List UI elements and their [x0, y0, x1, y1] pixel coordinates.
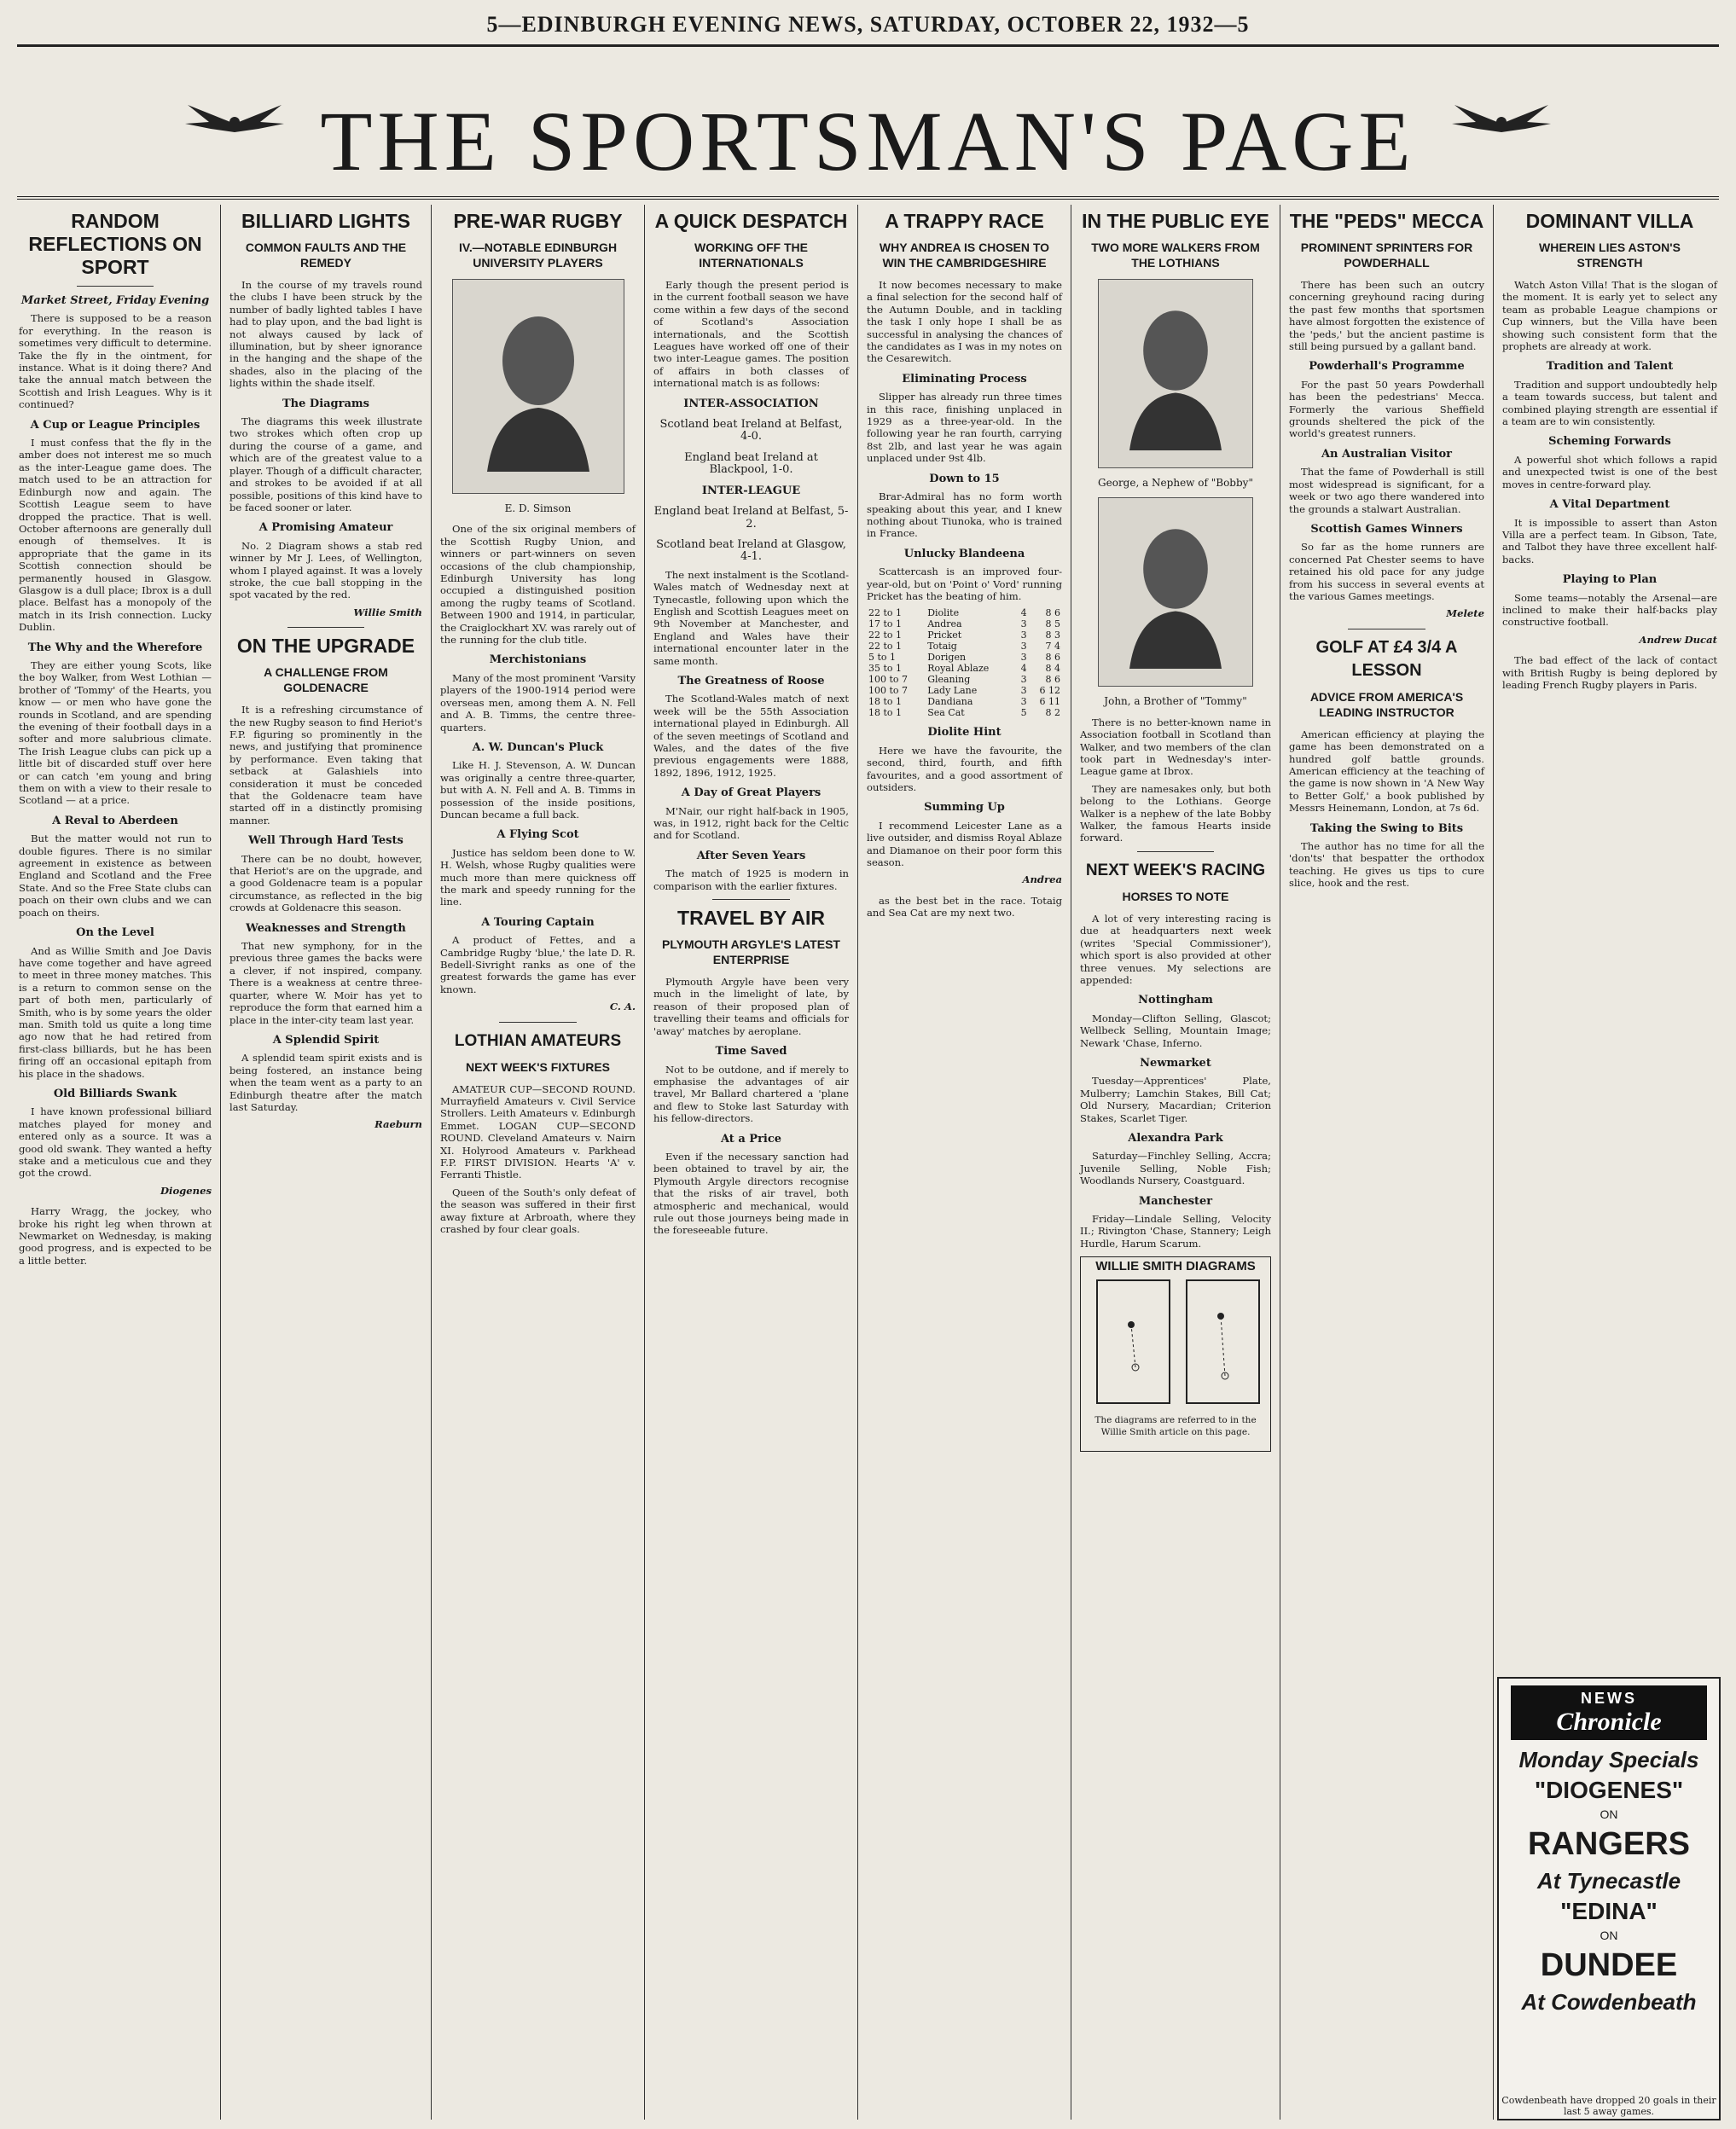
table-cell: 5 to 1	[868, 652, 897, 664]
table-cell: 22 to 1	[868, 629, 903, 641]
subhead: Time Saved	[715, 1045, 787, 1059]
table-cell: 3	[1020, 674, 1027, 686]
table-cell: 8 5	[1045, 618, 1060, 630]
paragraph: AMATEUR CUP—SECOND ROUND. Murrayfield Amateurs v. Civil Service Strollers. Leith Amateurs v. Edinburgh Emmet. LOGAN CUP—SECOND ROUND. Cleveland Amateurs v. Nairn XI. Holyrood Amateurs v. Parkhead F.P. FIRST DIVISION. Hearts 'A' v. Ferranti Thistle.	[440, 1082, 636, 1181]
table-cell: Dorigen	[927, 652, 967, 664]
subheadline: HORSES TO NOTE	[1122, 889, 1229, 903]
table-cell: Totaig	[927, 641, 957, 653]
table-row	[867, 685, 1062, 696]
table-cell: 35 to 1	[868, 663, 903, 675]
betting-table	[867, 607, 1062, 718]
paragraph: American efficiency at playing the game has been demonstrated on a hundred golf battle grounds. American efficiency at the teaching of the game is now shown in 'A New Way to Better Golf,' a book published by Messrs Heinemann, London, at 7s 6d.	[1289, 728, 1484, 815]
person-icon	[479, 301, 598, 472]
paragraph: I must confess that the fly in the amber does not interest me so much as the inter-League game does. The match used to be an attraction for Edinburgh now and again. The Scottish League seem to have dropped the practice. That is well. October afternoons are generally dull enough of themselves. It is appropriate that the game in its Scottish connection should be permanently housed in Glasgow. Glasgow is a dull place; Ibrox is a dull place. Belfast has a monopoly of the match in its Irish connection. Lucky Dublin.	[19, 437, 212, 634]
table-cell: 17 to 1	[868, 618, 903, 630]
table-row	[867, 629, 1062, 641]
article-billiard-lights	[221, 205, 431, 2124]
table-cell: Dandiana	[927, 696, 973, 708]
subhead: A Promising Amateur	[258, 521, 393, 535]
table-cell: Sea Cat	[927, 707, 965, 719]
subheadline: PLYMOUTH ARGYLE'S LATEST ENTERPRISE	[662, 937, 840, 967]
paragraph: They are namesakes only, but both belong to the Lothians. George Walker is a nephew of the late Bobby Walker, the famous Hearts inside forward.	[1080, 782, 1271, 844]
article-random-reflections	[10, 205, 220, 2124]
paragraph: Slipper has already run three times in this race, finishing unplaced in 1929 as a three-year-old. In the following year he ran fourth, carrying 8st 2lb, and last year he was again unplaced under 9st 4lb.	[867, 391, 1062, 465]
subheadline: TWO MORE WALKERS FROM THE LOTHIANS	[1091, 241, 1260, 270]
headline: TRAVEL BY AIR	[677, 907, 825, 930]
table-row	[867, 652, 1062, 663]
portrait-photo	[1098, 497, 1253, 687]
rule	[77, 286, 154, 287]
subhead: Powderhall's Programme	[1309, 360, 1465, 374]
paragraph: Scattercash is an improved four-year-old, but on 'Point o' Vord' running Pricket has the beating of him.	[867, 566, 1062, 602]
paragraph: No. 2 Diagram shows a stab red winner by Mr J. Lees, of Wellington, whom I played against. It was a lovely stroke, the cue ball stopping in the spot vacated by the red.	[229, 539, 422, 601]
paragraph: There is no better-known name in Association football in Scotland than Walker, and two members of the clan took part in Wednesday's inter-League game at Ibrox.	[1080, 716, 1271, 778]
table-row	[867, 641, 1062, 652]
advert-line: At Tynecastle	[1536, 1868, 1681, 1894]
table-cell: Gleaning	[927, 674, 971, 686]
diagram-title: WILLIE SMITH DIAGRAMS	[1095, 1259, 1256, 1274]
subhead: A Splendid Spirit	[272, 1033, 380, 1047]
article-dominant-villa	[1494, 205, 1726, 1672]
article-public-eye	[1071, 205, 1280, 2124]
byline: Andrew Ducat	[1639, 633, 1717, 646]
rule	[712, 899, 791, 900]
subhead: Old Billiards Swank	[53, 1087, 177, 1100]
bottom-note: Cowdenbeath have dropped 20 goals in their last 5 away games.	[1501, 2095, 1716, 2117]
advert-logo	[1511, 1685, 1707, 1740]
subhead: Down to 15	[929, 472, 1000, 485]
subhead: The Greatness of Roose	[677, 674, 825, 687]
table-row	[867, 696, 1062, 707]
paragraph: M'Nair, our right half-back in 1905, was, in 1912, right back for the Celtic and for Scotland.	[653, 804, 849, 842]
portrait-photo	[1098, 279, 1253, 468]
paragraph: Brar-Admiral has no form worth speaking about this year, and I knew nothing about Tiunoka, who is trained in France.	[867, 490, 1062, 540]
table-row	[867, 674, 1062, 685]
paragraph: Even if the necessary sanction had been obtained to travel by air, the Plymouth Argyle directors recognise that the risks of air travel, both atmospheric and mechanical, would rule out those journeys being made in the foreseeable future.	[653, 1150, 849, 1237]
masthead-rule	[17, 196, 1719, 200]
headline: LOTHIAN AMATEURS	[454, 1031, 622, 1050]
byline: C. A.	[609, 1001, 636, 1013]
paragraph: Here we have the favourite, the second, third, fourth, and fifth favourites, and a good assortment of outsiders.	[867, 744, 1062, 793]
headline: PRE-WAR RUGBY	[453, 210, 623, 232]
rule	[499, 1022, 578, 1023]
subhead: Well Through Hard Tests	[248, 834, 404, 848]
table-cell: 22 to 1	[868, 607, 903, 619]
headline: NEXT WEEK'S RACING	[1085, 861, 1266, 879]
subheadline: NEXT WEEK'S FIXTURES	[465, 1059, 610, 1074]
diagram-note: The diagrams are referred to in the Willie Smith article on this page.	[1094, 1415, 1257, 1438]
paragraph: A lot of very interesting racing is due at headquarters next week (writes 'Special Commissioner'), which sport is also provided at other three venues. My selections are appended:	[1080, 912, 1271, 986]
paragraph: The diagrams this week illustrate two strokes which often crop up during the course of a game, and which are of the greatest value to a player. Though of a difficult character, and strokes to be avoided if at all possible, positions of this kind have to be faced sooner or later.	[229, 415, 422, 513]
billiard-diagram-icon	[1084, 1273, 1272, 1410]
subhead: The Diagrams	[282, 397, 369, 410]
paragraph: There is supposed to be a reason for everything. In the reason is sometimes very difficult to determine. Take the fly in the ointment, for instance. What is it doing there? And take the annual match between the Scottish and Irish Leagues. Why is it continued?	[19, 312, 212, 411]
paragraph: Early though the present period is in the current football season we have come within a few days of the second of Scotland's Association internationals, and the Scottish Leagues have worked off one of their two inter-League games. The position of affairs in both classes of international match is as follows:	[653, 279, 849, 390]
subheadline: WORKING OFF THE INTERNATIONALS	[694, 241, 808, 270]
paragraph: I have known professional billiard matches played for money and entered only as a source. It was a good old swank. They wanted a hefty stake and a meticulous cue and they got the crowd.	[19, 1105, 212, 1180]
result: Scotland beat Ireland at Belfast, 4-0.	[659, 418, 843, 444]
photo-caption: George, a Nephew of "Bobby"	[1098, 477, 1253, 489]
table-cell: 8 4	[1045, 663, 1060, 675]
person-icon	[1120, 297, 1231, 450]
paragraph: A splendid team spirit exists and is being fostered, an instance being when the team went as a party to an Edinburgh theatre after the match last Saturday.	[229, 1052, 422, 1113]
paragraph: A powerful shot which follows a rapid and unexpected twist is one of the best moves in centre-forward play.	[1502, 453, 1717, 490]
subhead: Newmarket	[1140, 1056, 1211, 1070]
table-cell: 3	[1020, 641, 1027, 653]
headline: ON THE UPGRADE	[236, 635, 415, 658]
table-row	[867, 707, 1062, 718]
result: England beat Ireland at Blackpool, 1-0.	[684, 450, 818, 477]
person-icon	[1120, 515, 1231, 669]
subhead: A Flying Scot	[496, 828, 579, 842]
subhead: Unlucky Blandeena	[903, 547, 1025, 560]
table-cell: 4	[1020, 663, 1027, 675]
byline: Diogenes	[160, 1184, 212, 1197]
paragraph: Saturday—Finchley Selling, Accra; Juvenile Selling, Noble Fish; Woodlands Nursery, Coastguard.	[1080, 1150, 1271, 1187]
table-cell: 22 to 1	[868, 641, 903, 653]
table-cell: 5	[1020, 707, 1027, 719]
table-cell: 6 11	[1039, 696, 1060, 708]
subheadline: ADVICE FROM AMERICA'S LEADING INSTRUCTOR	[1309, 689, 1464, 719]
subhead: Alexandra Park	[1128, 1131, 1223, 1145]
advert-line: ON	[1600, 1807, 1618, 1821]
paragraph: Not to be outdone, and if merely to emphasise the advantages of air travel, Mr Ballard chartered a 'plane and flew to Stoke last Saturday with his fellow-directors.	[653, 1063, 849, 1125]
headline: A QUICK DESPATCH	[654, 210, 848, 232]
paragraph: One of the six original members of the Scottish Rugby Union, and winners or part-winners on seven occasions of the club championship, Edinburgh University has long occupied a distinguished position among the rugby teams of Scotland. Between 1900 and 1914, in particular, the Craiglockhart XV. was rarely out of the running for the club title.	[440, 523, 636, 647]
paragraph: Some teams—notably the Arsenal—are inclined to make their half-backs play constructive football.	[1502, 591, 1717, 629]
advert-line: RANGERS	[1527, 1826, 1691, 1862]
subhead: A Vital Department	[1549, 498, 1670, 512]
subhead: A. W. Duncan's Pluck	[472, 740, 604, 754]
headline: THE "PEDS" MECCA	[1289, 210, 1484, 232]
paragraph: Many of the most prominent 'Varsity players of the 1900-1914 period were overseas men, among them A. N. Fell and A. B. Timms, the centre three-quarters.	[440, 671, 636, 734]
table-cell: 3	[1020, 685, 1027, 697]
paragraph: The bad effect of the lack of contact with British Rugby is being deplored by leading French Rugby players in Paris.	[1502, 654, 1717, 691]
subhead: INTER-ASSOCIATION	[683, 397, 819, 410]
table-cell: 3	[1020, 618, 1027, 630]
paragraph: The Scotland-Wales match of next week will be the 55th Association international played in Edinburgh. All of the seven meetings of Scotland and Wales, and the dates of the five previous engagements were 1888, 1892, 1896, 1912, 1925.	[653, 693, 849, 779]
subheadline: PROMINENT SPRINTERS FOR POWDERHALL	[1300, 241, 1473, 270]
article-peds-mecca	[1280, 205, 1493, 2124]
table-cell: Royal Ablaze	[927, 663, 990, 675]
rule	[287, 627, 364, 628]
logo-top: NEWS	[1581, 1689, 1637, 1707]
paragraph: That the fame of Powderhall is still most widespread is significant, for a week or two ago there wandered into the grounds a stalwart Australian.	[1289, 466, 1484, 515]
photo-caption: E. D. Simson	[504, 502, 572, 514]
headline: IN THE PUBLIC EYE	[1082, 210, 1269, 232]
subheadline: WHEREIN LIES ASTON'S STRENGTH	[1539, 241, 1681, 270]
paragraph: For the past 50 years Powderhall has been the pedestrians' Mecca. Formerly the various Sheffield grounds sheltered the pick of the world's greatest runners.	[1289, 378, 1484, 440]
headline: A TRAPPY RACE	[885, 210, 1044, 232]
paragraph: I recommend Leicester Lane as a live outsider, and dismiss Royal Ablaze and Diamanoe on their poor form this season.	[867, 819, 1062, 868]
article-trappy-race	[858, 205, 1071, 2124]
paragraph: It is impossible to assert than Aston Villa are a perfect team. In Gibson, Tate, and Talbot they have three excellent half-backs.	[1502, 516, 1717, 566]
subhead: Weaknesses and Strength	[246, 921, 406, 935]
table-row	[867, 607, 1062, 618]
paragraph: Justice has seldom been done to W. H. Welsh, whose Rugby qualities were much more than mere quickness off the mark and speedy running for the line.	[440, 846, 636, 908]
subhead: Tradition and Talent	[1546, 360, 1674, 374]
table-cell: Pricket	[927, 629, 962, 641]
photo-caption: John, a Brother of "Tommy"	[1104, 695, 1247, 708]
paragraph: Queen of the South's only defeat of the season was suffered in their first away fixture at Arbroath, where they crashed by four clear goals.	[440, 1186, 636, 1236]
paragraph: So far as the home runners are concerned Pat Chester seems to have retained his old pace for any judge from his success in several events at the various Games meetings.	[1289, 541, 1484, 602]
paragraph: There can be no doubt, however, that Heriot's are on the upgrade, and a good Goldenacre team is a popular circumstance, as reflected in the big crowds at Goldenacre this season.	[229, 852, 422, 914]
subheadline: COMMON FAULTS AND THE REMEDY	[245, 241, 407, 270]
subhead: Diolite Hint	[927, 726, 1002, 740]
table-cell: 18 to 1	[868, 707, 903, 719]
table-cell: 8 3	[1045, 629, 1060, 641]
subheadline: WHY ANDREA IS CHOSEN TO WIN THE CAMBRIDGESHIRE	[879, 241, 1050, 270]
subhead: Merchistonians	[489, 653, 587, 667]
logo-bottom: Chronicle	[1556, 1707, 1662, 1736]
subhead: Taking the Swing to Bits	[1309, 821, 1464, 835]
paragraph: They are either young Scots, like the boy Walker, from West Lothian — brother of 'Tommy' of the Hearts, you know — or men who have gone the rounds in Scotland, and are spending the evening of their football days in a softer and more salubrious climate. The Irish League clubs can pick up a little bit of discarded stuff over here or can catch 'em young and bring them on with a view to their resale to Scotland — at a price.	[19, 658, 212, 807]
folio-line: 5—EDINBURGH EVENING NEWS, SATURDAY, OCTOBER 22, 1932—5	[486, 12, 1250, 37]
subhead: Nottingham	[1138, 994, 1213, 1007]
table-cell: 8 2	[1045, 707, 1060, 719]
headline: BILLIARD LIGHTS	[241, 210, 411, 232]
subhead: A Day of Great Players	[681, 786, 822, 800]
paragraph: as the best bet in the race. Totaig and Sea Cat are my next two.	[867, 894, 1062, 919]
masthead	[0, 68, 1736, 196]
byline: Willie Smith	[353, 606, 422, 618]
paragraph: That new symphony, for in the previous three games the backs were a clever, if not inspired, company. There is a weakness at centre three-quarter, where W. Moir has yet to reproduce the form that earned him a place in the inter-city team last year.	[229, 940, 422, 1026]
paragraph: Friday—Lindale Selling, Velocity II.; Rivington 'Chase, Stannery; Leigh Hurdle, Harum Scarum.	[1080, 1213, 1271, 1250]
table-cell: Lady Lane	[927, 685, 978, 697]
rule	[1137, 851, 1214, 852]
paragraph: The match of 1925 is modern in comparison with the earlier fixtures.	[653, 867, 849, 892]
paragraph: Tradition and support undoubtedly help a team towards success, but talent and combined playing strength are essential if a team are to win consistently.	[1502, 378, 1717, 428]
table-cell: 100 to 7	[868, 674, 909, 686]
advert-line: "EDINA"	[1560, 1898, 1658, 1924]
advert-line: DUNDEE	[1540, 1947, 1678, 1983]
paragraph: And as Willie Smith and Joe Davis have come together and have agreed to meet in three money matches. This is a return to common sense on the part of both men, particularly of Smith, who is by some years the older man. Smith told us quite a long time ago now that he had retired from first-class billiards, but he has been firing off an occasional epitaph from his place in the shadows.	[19, 944, 212, 1080]
headline: DOMINANT VILLA	[1525, 210, 1694, 232]
subhead: A Cup or League Principles	[30, 418, 200, 432]
paragraph: Tuesday—Apprentices' Plate, Mulberry; Lamchin Stakes, Bill Cat; Old Nursery, Macardian; Criterion Stakes, Scarlet Tiger.	[1080, 1075, 1271, 1124]
table-cell: 18 to 1	[868, 696, 903, 708]
table-cell: Diolite	[927, 607, 960, 619]
paragraph: Watch Aston Villa! That is the slogan of the moment. It is early yet to select any team as probable League champions or Cup winners, but the Villa have been showing such consistent form that the prophets are already at work.	[1502, 279, 1717, 353]
table-cell: 8 6	[1045, 674, 1060, 686]
table-row	[867, 663, 1062, 674]
advert-line: At Cowdenbeath	[1521, 1989, 1697, 2015]
table-cell: 6 12	[1039, 685, 1060, 697]
paragraph: It now becomes necessary to make a final selection for the second half of the Autumn Double, and in tackling the task I only hope I shall be as successful in analysing the chances of the candidates as I was in my notes on the Cesarewitch.	[867, 279, 1062, 365]
paragraph: The author has no time for all the 'don'ts' that bespatter the orthodox teaching. He gives us tips to cure slice, hook and the rest.	[1289, 840, 1484, 890]
table-cell: Andrea	[927, 618, 962, 630]
subhead: Manchester	[1138, 1194, 1213, 1208]
news-chronicle-advert	[1497, 1677, 1721, 2120]
subhead: After Seven Years	[696, 849, 806, 862]
headline: GOLF AT £4 3/4 A LESSON	[1315, 637, 1458, 680]
subhead: A Reval to Aberdeen	[52, 814, 178, 827]
folio-rule	[17, 44, 1719, 47]
paragraph: Plymouth Argyle have been very much in the limelight of late, by reason of their proposed plan of travelling their teams and officials for 'away' matches by aeroplane.	[653, 976, 849, 1037]
result: England beat Ireland at Belfast, 5-2.	[653, 505, 849, 531]
paragraph: There has been such an outcry concerning greyhound racing during the past few months that sportsmen have almost forgotten the existence of the 'peds,' but the ancient pastime is still being pursued by a gallant band.	[1289, 279, 1484, 353]
dateline: Market Street, Friday Evening	[20, 294, 210, 307]
table-cell: 3	[1020, 652, 1027, 664]
diagram-box	[1080, 1256, 1271, 1452]
paragraph: The next instalment is the Scotland-Wales match of Wednesday next at Tynecastle, following upon which the English and Scottish Leagues meet on 9th November at Manchester, and England and Wales have their international encounter later in the same month.	[653, 568, 849, 667]
subhead: Eliminating Process	[902, 372, 1027, 386]
article-quick-despatch	[645, 205, 857, 2124]
paragraph: It is a refreshing circumstance of the new Rugby season to find Heriot's F.P. figuring so prominently in the news, and justifying that prominence by performance. Even taking that setback at Galashiels into consideration it must be conceded that the Goldenacre team have started off in a distinctly promising manner.	[229, 704, 422, 827]
byline: Raeburn	[374, 1118, 422, 1131]
table-cell: 4	[1020, 607, 1027, 619]
paragraph: Monday—Clifton Selling, Glascot; Wellbeck Selling, Mountain Image; Newark 'Chase, Inferno.	[1080, 1012, 1271, 1049]
table-cell: 8 6	[1045, 652, 1060, 664]
table-cell: 100 to 7	[868, 685, 909, 697]
subhead: Scottish Games Winners	[1310, 522, 1463, 536]
result: Scotland beat Ireland at Glasgow, 4-1.	[656, 537, 846, 564]
paragraph: Harry Wragg, the jockey, who broke his right leg when thrown at Newmarket on Wednesday, is making good progress, and is expected to be a little better.	[19, 1205, 212, 1267]
headline: RANDOM REFLECTIONS ON SPORT	[28, 210, 202, 278]
table-cell: 3	[1020, 629, 1027, 641]
advert-line: ON	[1600, 1929, 1618, 1942]
paragraph: A product of Fettes, and a Cambridge Rugby 'blue,' the late D. R. Bedell-Sivright ranks as one of the greatest forwards the game has ever known.	[440, 934, 636, 995]
subhead: INTER-LEAGUE	[701, 484, 801, 497]
subheadline: IV.—NOTABLE EDINBURGH UNIVERSITY PLAYERS	[458, 241, 618, 270]
byline: Melete	[1446, 607, 1484, 620]
advert-line: "DIOGENES"	[1534, 1777, 1684, 1803]
subhead: Summing Up	[924, 801, 1005, 815]
paragraph: But the matter would not run to double figures. There is no similar agreement in existence as between England and Scotland and the Free State. And so the Free State clubs can poach on their own clubs and we can poach on theirs.	[19, 832, 212, 919]
paragraph: In the course of my travels round the clubs I have been struck by the number of badly lighted tables I have had to play upon, and the bad light is not always caused by lack of illumination, but by sheer ignorance in the hanging and the shape of the shades, also in the placing of the lights within the shade itself.	[229, 279, 422, 390]
byline: Andrea	[1022, 873, 1062, 886]
table-cell: 7 4	[1045, 641, 1060, 653]
subhead: Scheming Forwards	[1548, 435, 1671, 449]
subhead: An Australian Visitor	[1321, 447, 1453, 461]
table-row	[867, 618, 1062, 629]
article-pre-war-rugby	[432, 205, 644, 2124]
table-cell: 8 6	[1045, 607, 1060, 619]
table-cell: 3	[1020, 696, 1027, 708]
subhead: The Why and the Wherefore	[27, 641, 203, 654]
page-title: THE SPORTSMAN'S PAGE	[320, 94, 1416, 189]
subheadline: A CHALLENGE FROM GOLDENACRE	[264, 665, 388, 695]
subhead: On the Level	[76, 926, 154, 940]
subhead: At a Price	[720, 1132, 782, 1146]
paragraph: Like H. J. Stevenson, A. W. Duncan was originally a centre three-quarter, but with A. N. Fell and A. B. Timms in possession of the inside positions, Duncan became a full back.	[440, 759, 636, 821]
subhead: A Touring Captain	[481, 915, 595, 929]
advert-tagline: Monday Specials	[1518, 1747, 1699, 1772]
subhead: Playing to Plan	[1562, 573, 1658, 587]
eagle-icon-right	[1450, 98, 1553, 149]
portrait-photo	[452, 279, 624, 494]
